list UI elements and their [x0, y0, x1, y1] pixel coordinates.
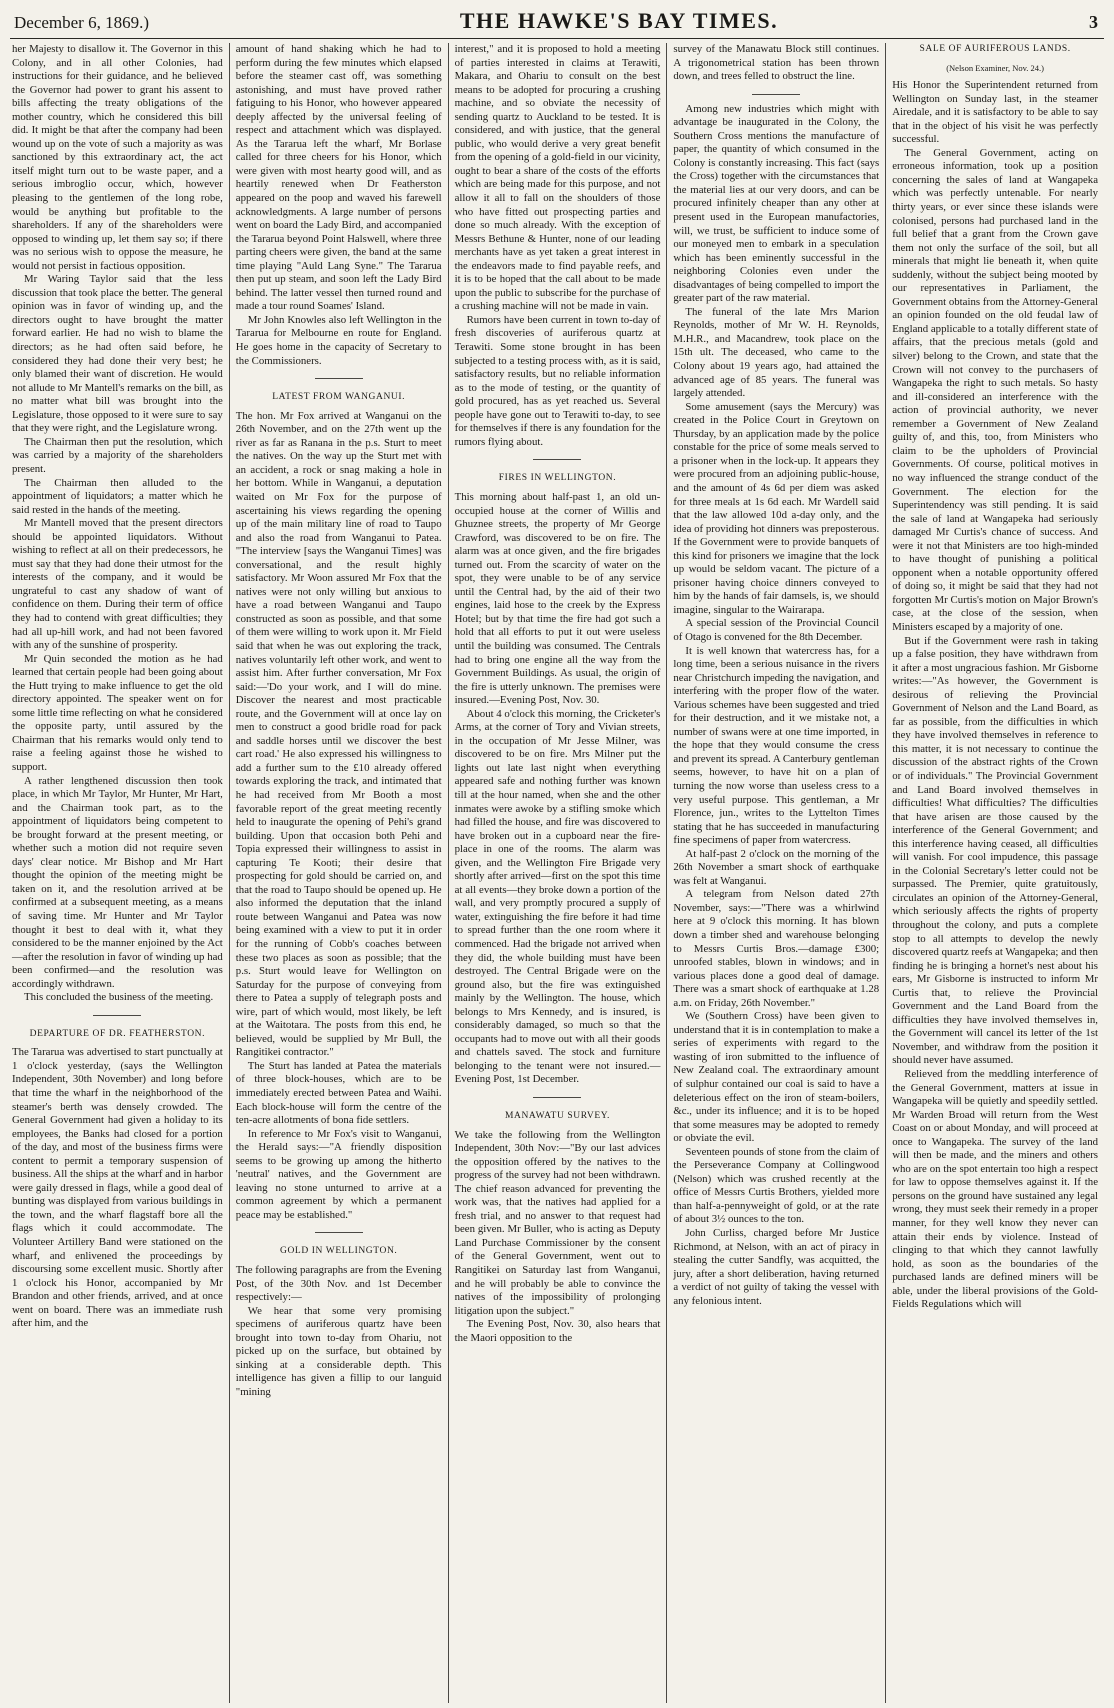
section-heading: MANAWATU SURVEY.: [504, 1111, 610, 1122]
section-divider: [315, 378, 363, 379]
section-heading: LATEST FROM WANGANUI.: [272, 392, 406, 403]
article-paragraph: The funeral of the late Mrs Marion Reynolds, mother of Mr W. H. Reynolds, M.H.R., and Macandrew, took place on the 15th ult. The deceased, who came to the Colony about 19 years ago, had attained the advanced age of 85 years. The funeral was largely attended.: [673, 305, 880, 400]
article-paragraph: her Majesty to disallow it. The Governor in this Colony, and in all other Colonies, had instructions for their guidance, and he believed the Governor had power to grant his assent to bills affecting the treaty obligations of the mother country, which he considered this bill did. It might be that after the company had been wound up on the vote of such a majority as was sanctioned by this extraordinary act, the act itself might turn out to be waste paper, and a serious imbroglio occur, which, however pleasing to the gentlemen of the long robe, would be anything but profitable to the shareholders. If any of the shareholders were opposed to winding up, let them say so; if there was no serious wish to oppose the measure, he would not persist in factious opposition.: [12, 43, 223, 272]
article-paragraph: At half-past 2 o'clock on the morning of the 26th November a smart shock of earthquake was felt at Wanganui.: [673, 847, 880, 887]
article-paragraph: In reference to Mr Fox's visit to Wanganui, the Herald says:—"A friendly disposition seems to be growing up among the hitherto 'neutral' natives, and the Government are leaving no stone unturned to arrive at a common agreement by which a permanent peace may be established.": [235, 1127, 442, 1221]
column-4: [666, 43, 885, 1703]
section-source: (Nelson Examiner, Nov. 24.): [946, 62, 1044, 73]
article-paragraph: Seventeen pounds of stone from the claim of the Perseverance Company at Collingwood (Nelson) which was crushed recently at the office of Messrs Curtis Brothers, yielded more than half-a-pennyweight of gold, or at the rate of about 3½ ounces to the ton.: [673, 1145, 880, 1226]
article-paragraph: Some amusement (says the Mercury) was created in the Police Court in Greytown on Thursday, by an application made by the police constable for the price of some meals served to a prisoner when in the lock-up. It appears they were procured from an adjoining public-house, and the amount of 4s 6d per diem was asked for three meals at 1s 6d each. Mr Wardell said that the law allowed 10d a-day only, and the idea of providing hot dinners was preposterous. If the Government were to provide banquets of this kind for prisoners we imagine that the lock up would be seldom vacant. The picture of a prisoner having choice dinners conveyed to him by the hands of fair damsels, is, we should imagine, singular to the Wairarapa.: [673, 400, 880, 616]
article-paragraph: A rather lengthened discussion then took place, in which Mr Taylor, Mr Hunter, Mr Hart, and the Chairman took part, as to the appointment of liquidators being competent to be brought forward at the present meeting, or whether such a motion did not require seven days' clear notice. Mr Bishop and Mr Hart thought the opinion of the meeting might be taken on it, and the resolution arrived at be confirmed at a subsequent meeting, as a means of saving time. Mr Hunter and Mr Taylor thought it best to deal with it, what they considered to be the manner enjoined by the Act—after the resolution in favor of winding up had been confirmed—and the resolution was accordingly withdrawn.: [12, 774, 223, 990]
article-paragraph: John Curliss, charged before Mr Justice Richmond, at Nelson, with an act of piracy in stealing the cutter Sandfly, was acquitted, the jury, after a short deliberation, having returned a verdict of not guilty of taking the vessel with any felonious intent.: [673, 1227, 880, 1307]
masthead: [10, 8, 1104, 39]
article-paragraph: We (Southern Cross) have been given to understand that it is in contemplation to make a series of experiments with regard to the wasting of iron submitted to the influence of New Zealand coal. The extraordinary amount of sulphur contained our coal is said to have a deleterious effect on the iron of steam-boilers, &c., under its influence; and it is to be hoped that some measures may be adopted to remedy or obviate the evil.: [673, 1010, 880, 1145]
article-paragraph: The Evening Post, Nov. 30, also hears that the Maori opposition to the: [454, 1318, 661, 1344]
columns: [10, 43, 1104, 1703]
article-paragraph: This concluded the business of the meeting.: [24, 991, 214, 1004]
article-paragraph: The Tararua was advertised to start punctually at 1 o'clock yesterday, (says the Wellington Independent, 30th November) and long before that time the wharf in the neighborhood of the steamer's berth was densely crowded. The General Government had given a holiday to its employees, the Banks had closed for a portion of the day, and most of the business firms were content to permit a temporary suspension of business. All the ships at the wharf and in harbor were gaily dressed in flags, while a good deal of bunting was displayed from various buildings in the town, and the wharf flagstaff bore all the flags which it could accommodate. The Volunteer Artillery Band were stationed on the wharf, and enlivened the proceedings by discoursing some excellent music. Shortly after 1 o'clock his Honor, accompanied by Mr Brandon and other friends, arrived, and at once went on board. There was an immediate rush after him, and the: [12, 1046, 223, 1330]
newspaper-title: THE HAWKE'S BAY TIMES.: [459, 8, 779, 33]
article-paragraph: Mr Quin seconded the motion as he had learned that certain people had been going about the Hutt trying to make influence to get the old directory appointed. The speaker went on for some little time reflecting on what he considered the opposite party, until assured by the Chairman that his remarks would only tend to raise a feeling against those he wished to support.: [12, 652, 223, 773]
article-paragraph: His Honor the Superintendent returned from Wellington on Sunday last, in the steamer Airedale, and it is satisfactory to be able to say that in the object of his visit he was perfectly successful.: [892, 79, 1098, 146]
article-paragraph: About 4 o'clock this morning, the Cricketer's Arms, at the corner of Tory and Vivian streets, in the occupation of Mr Jesse Milner, was discovered to be on fire. Mrs Milner put the lights out late last night when everything appeared safe and nothing further was known till at the hour named, when she and the other inmates were awoke by a stifling smoke which had filled the house, and fire was discovered to have broken out in a cupboard near the fire-place in one of the rooms. The alarm was given, and the Wellington Fire Brigade very shortly after arrived—first on the spot this time at all events—they broke down a portion of the wall, and very promptly procured a supply of water, extinguishing the fire before it had time to spread further than the one room where it commenced. Had the brigade not arrived when they did, the whole building must have been destroyed. The Central Brigade were on the ground also, but the fire was extinguished mainly by the Wellington. The house, which belongs to Mrs Kennedy, and is insured, is considerably damaged, so much so that the occupants had to move out with all their goods and chattels saved. The stock and furniture belonging to the tenant were not insured.—Evening Post, 1st December.: [454, 707, 661, 1086]
article-paragraph: This morning about half-past 1, an old un-occupied house at the corner of Willis and Ghuznee streets, the property of Mr George Crawford, was discovered to be on fire. The alarm was at once given, and the fire brigades turned out. From the scarcity of water on the spot, they were unable to be of any service until the Central had, by the aid of their two engines, laid hose to the creek by the Express Hotel; but by that time the fire had got such a hold that all efforts to put it out were useless until the building was consumed. The Centrals had to bring one engine all the way from the Government Buildings. As usual, the origin of the fire is utterly unknown. The premises were insured.—Evening Post, Nov. 30.: [454, 490, 661, 707]
issue-date: December 6, 1869.): [14, 13, 150, 32]
article-paragraph: amount of hand shaking which he had to perform during the few minutes which elapsed before the steamer cast off, was something astonishing, and must have proved rather fatiguing to his Honor, who however appeared deeply affected by the universal feeling of respect and attachment which was displayed. As the Tararua left the wharf, Mr Borlase called for three cheers for his Honor, which were given with most hearty good will, and as heartily renewed when Dr Featherston appeared on the poop and waved his farewell acknowledgments. A large number of persons went on board the Lady Bird, and accompanied the Tararua beyond Point Halswell, where three parting cheers were given, the band at the same time playing "Auld Lang Syne." The Tararua then put up steam, and soon left the Lady Bird behind. The latter vessel then turned round and made a tour round Soames' Island.: [235, 43, 442, 313]
section-heading: DEPARTURE OF DR. FEATHERSTON.: [29, 1028, 206, 1039]
article-paragraph: Rumors have been current in town to-day of fresh discoveries of auriferous quartz at Terawiti. Some stone brought in has been subjected to a testing process with, as it is said, satisfactory results, but no reliable information as to the mode of testing, or the quantity of gold procured, has as yet reached us. Several people have gone out to Terawiti to-day, to see for themselves if there is any foundation for the rumors flying about.: [454, 313, 661, 448]
article-paragraph: Mr John Knowles also left Wellington in the Tararua for Melbourne en route for England. He goes home in the capacity of Secretary to the Commissioners.: [235, 313, 442, 367]
article-paragraph: interest," and it is proposed to hold a meeting of parties interested in claims at Terawiti, Makara, and Ohariu to consult on the best means to be adopted for procuring a crushing machine, and so obviate the necessity of sending quartz to Auckland to be tested. It is considered, and with justice, that the general public, who would derive a very great benefit from the opening of a gold-field in our vicinity, ought to bear a share of the costs of the efforts which are being made for this purpose, and not allow it all to fall on the shoulders of those who have fitted out prospecting parties and done so much already. With the exception of Messrs Bethune & Hunter, none of our leading merchants have as yet taken a great interest in the endeavors made to find payable reefs, and it is to be hoped that the call about to be made upon the public to subscribe for the purchase of a crushing machine will not be made in vain.: [454, 43, 661, 313]
section-divider: [93, 1015, 141, 1016]
article-paragraph: Mr Waring Taylor said that the less discussion that took place the better. The general opinion was in favor of winding up, and the directors ought to have brought the matter forward earlier. He had no wish to blame the directors; as he had often said before, he considered they had done their very best; he only blamed their want of discretion. He would not allude to Mr Mantell's remarks on the bill, as no matter what bill was brought into the Legislature, those opposed to it were sure to say that they were right, and the Legislature wrong.: [12, 273, 223, 435]
article-paragraph: The Sturt has landed at Patea the materials of three block-houses, which are to be immediately erected between Patea and Waihi. Each block-house will form the centre of the ten-acre allotments of bona fide settlers.: [235, 1059, 442, 1127]
article-paragraph: The hon. Mr Fox arrived at Wanganui on the 26th November, and on the 27th went up the river as far as Ranana in the p.s. Sturt to meet the natives. On the way up the Sturt met with an accident, a rock or snag making a hole in her bottom. While in Wanganui, a deputation waited on Mr Fox for the purpose of ascertaining his views regarding the opening up of the main military line of road to Taupo and also the road from Wanganui to Patea. "The interview [says the Wanganui Times] was conversational, and the result highly satisfactory. Mr Woon assured Mr Fox that the natives were not only willing but anxious to have a road between Wanganui and Taupo constructed as soon as possible, and that some of them were willing to work upon it. Mr Field said that when he was out exploring the track, natives voluntarily left other work, and went to assist him. After further conversation, Mr Fox said:—'Do your work, and I will do mine. Discover the nearest and most practicable route, and the Government will at once lay on men to construct a good bridle road for pack and saddle horses until we discover the best cart road.' He also expressed his willingness to add a further sum to the £10 already offered towards exploring the track, and intimated that he had received from Mr Booth a most favorable report of the great meeting recently held to inaugurate the opening of Pehi's grand building. Upon that occasion both Pehi and Topia expressed their willingness to assist in capturing Te Kooti; their desire that prospecting for gold should be carried on, and that the road to Taupo should be opened up. He also informed the deputation that the inland route between Wanganui and Patea was now being examined with a view to put it in order for the running of Cobb's coaches between these two places as soon as possible; that the p.s. Sturt would leave for Wellington on Saturday for the purpose of conveying from there to Patea a supply of telegraph posts and wire, part of which would, most likely, be left at the Waitotara. The posts from this end, he believed, would be supplied by Mr Bull, the Rangitikei contractor.": [235, 409, 442, 1059]
column-2: [229, 43, 448, 1703]
article-paragraph: Among new industries which might with advantage be inaugurated in the Colony, the Southern Cross mentions the manufacture of paper, the quantity of which consumed in the Colony is constantly increasing. This fact (says the Cross) together with the circumstances that the material lies at our very doors, and can be procured infinitely cheaper than any other at present used in the European manufactories, will, we trust, be sufficient to induce some of our moneyed men to embark in a speculation which has been eminently successful in the neighboring Colonies even under the disadvantages of being compelled to import the greater part of the raw material.: [673, 102, 880, 305]
article-paragraph: We take the following from the Wellington Independent, 30th Nov:—"By our last advices the opposition offered by the natives to the progress of the survey had not been withdrawn. The chief reason advanced for preventing the work was, that the natives had applied for a fresh trial, and no answer to that request had been given. Mr Buller, who is acting as Deputy Land Purchase Commissioner by the consent of the General Government, went out to Rangitikei on Saturday last from Wanganui, and he will probably be able to convince the natives of the impossibility of prolonging litigation upon the subject.": [454, 1128, 661, 1317]
section-divider: [752, 94, 800, 95]
section-heading: SALE OF AURIFEROUS LANDS.: [919, 44, 1071, 54]
article-paragraph: Mr Mantell moved that the present directors should be appointed liquidators. Without wishing to reflect at all on their predecessors, he must say that they had done their utmost for the interests of the company, and it would be ungrateful to cast any shadow of want of confidence on them. During their term of office they had to contend with great difficulties; they had all up-hill work, and had not been favored with any of the sunshine of prosperity.: [12, 517, 223, 652]
section-heading: GOLD IN WELLINGTON.: [280, 1246, 398, 1257]
section-heading: FIRES IN WELLINGTON.: [498, 473, 617, 484]
column-1: [10, 43, 229, 1703]
article-paragraph: The following paragraphs are from the Evening Post, of the 30th Nov. and 1st December respectively:—: [235, 1264, 442, 1304]
section-divider: [533, 459, 581, 460]
column-3: [448, 43, 667, 1703]
article-paragraph: We hear that some very promising specimens of auriferous quartz have been brought into town to-day from Ohariu, not picked up on the surface, but obtained by sinking at a considerable depth. This intelligence has given a fillip to our languid "mining: [235, 1304, 442, 1398]
page-number: 3: [1088, 12, 1098, 32]
article-paragraph: A special session of the Provincial Council of Otago is convened for the 8th December.: [673, 617, 880, 643]
article-paragraph: The Chairman then put the resolution, which was carried by a majority of the shareholders present.: [12, 435, 223, 475]
section-divider: [533, 1097, 581, 1098]
article-paragraph: survey of the Manawatu Block still continues. A trigonometrical station has been thrown down, and trees felled to obstruct the line.: [673, 43, 880, 83]
column-5: [885, 43, 1104, 1703]
article-paragraph: It is well known that watercress has, for a long time, been a serious nuisance in the rivers near Christchurch impeding the navigation, and interfering with the proper flow of the water. Various schemes have been suggested and tried for their destruction, and it we mistake not, a number of swans were at one time imported, in the hope that they would consume the cress and prevent its spread. A Canterbury gentleman seems, however, to have hit on a plan of turning the now worse than useless cress to a very useful purpose. This gentleman, a Mr Florence, jun., writes to the Lyttelton Times stating that he has succeeded in manufacturing fine specimens of paper from watercress.: [673, 644, 880, 847]
section-divider: [315, 1232, 363, 1233]
article-paragraph: The Chairman then alluded to the appointment of liquidators; a matter which he said rested in the hands of the meeting.: [12, 476, 223, 516]
article-paragraph: Relieved from the meddling interference of the General Government, matters at issue in Wangapeka will be quietly and speedily settled. Mr Warden Broad will return from the West Coast on or about Monday, and will proceed at once to Wangapeka. The survey of the land will then be made, and the miners and others who are on the spot entertain too high a respect for law to oppose themselves against it. If the persons on the ground have sustained any legal wrong, they must seek their remedy in a proper manner, for they well know they never can attain their ends by violence. Instead of clinging to that which they cannot lawfully hold, as soon as the boundaries of the purchased lands are defined miners will be able, under the liberal provisions of the Gold-Fields Regulations which will: [892, 1068, 1098, 1311]
article-paragraph: The General Government, acting on erroneous information, took up a position concerning the sales of land at Wangapeka which was perfectly untenable. For nearly thirty years, or ever since these islands were colonised, persons had purchased land in the full belief that a grant from the Crown gave them not only the surface of the soil, but all minerals that might lie beneath it, when quite suddenly, without the subject being mooted by our representatives in Parliament, the Government obtains from the Attorney-General an opinion founded on the old feudal law of England applicable to a totally different state of affairs, that the precious metals (gold and silver) belong to the Crown, and state that the Crown will not convey to the purchasers of Wangapeka the right to such metals. So hasty and ill-considered an interference with the action of provincial authority, we never remember a Government of New Zealand guilty of, and this, too, from Ministers who claim to be the upholders of Provincial Governments. Of course, political motives in no way influenced the strange conduct of the Government. The election for the Superintendency was still pending. It is said the sale of land at Wangapeka had seriously damaged Mr Curtis's chance of success. And were it not that Ministers are too high-minded to have thought of punishing a political opponent when a notable opportunity offered of doing so, it might be said that they had not forgotten Mr Curtis's motion on Major Brown's case, at the close of the session, when Ministers escaped by a majority of one.: [892, 146, 1098, 633]
article-paragraph: But if the Government were rash in taking up a false position, they have withdrawn from it after a most ungracious fashion. Mr Gisborne writes:—"As however, the Government is desirous of relieving the Provincial Government of Nelson and the Land Board, as far as possible, from the difficulties in which they have involved themselves in reference to this matter, it is not necessary to continue the discussion of the abstract rights of the Crown or of individuals." The Provincial Government and Land Board involved themselves in difficulties! What difficulties? The difficulties that have arisen are those caused by the interference of the General Government; and this interference having ceased, all difficulties will vanish. For cool impudence, this passage in the Colonial Secretary's letter could not be surpassed. The Premier, quite gratuitously, circulates an opinion of the Attorney-General, which seriously affects the rights of property throughout the colony, and puts a complete stop to all attempts to develop the newly discovered quartz reefs at Wangapeka; and then finding he is bringing a hornet's nest about his ears, Mr Gisborne is instructed to inform Mr Curtis that, to relieve the Provincial Government and the Land Board from the difficulties they have involved themselves in, the Government will cancel its letter of the 1st November, and withdraw from the position it should never have assumed.: [892, 634, 1098, 1067]
article-paragraph: A telegram from Nelson dated 27th November, says:—"There was a whirlwind here at 9 o'clock this morning. It has blown down a timber shed and warehouse belonging to Messrs Curtis Bros.—damage £300; unroofed stables, blown in windows; and in various places done a good deal of damage. There was a smart shock of earthquake at 1.28 a.m. on Friday, 26th November.": [673, 888, 880, 1009]
